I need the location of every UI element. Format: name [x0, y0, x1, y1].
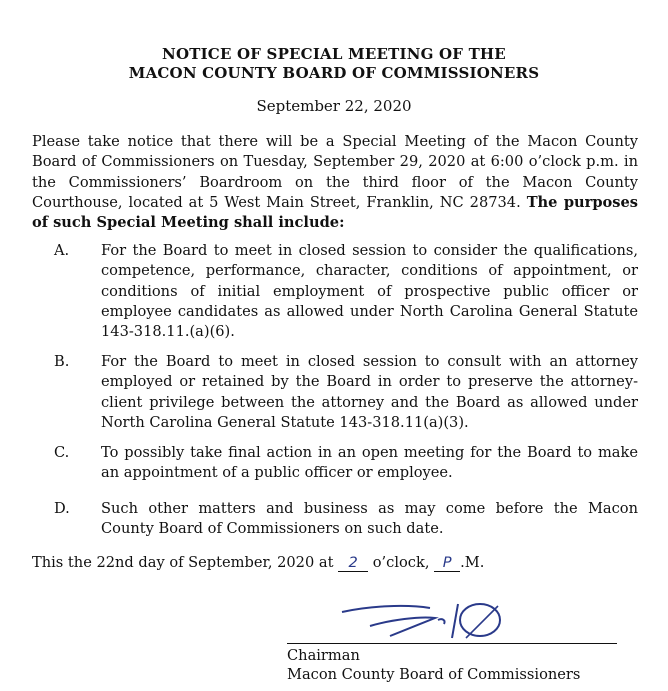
item-letter: A. [54, 242, 70, 259]
item-letter: D. [54, 500, 70, 517]
signing-middle: o’clock, [372, 554, 430, 571]
signing-suffix: .M. [460, 554, 485, 571]
intro-purposes-heading: The purposes of such Special Meeting shall include: [32, 193, 639, 232]
item-letter: C. [54, 444, 70, 461]
signature-title: Chairman [287, 647, 360, 664]
notice-date: September 22, 2020 [256, 97, 412, 115]
intro-text: Please take notice that there will be a Special Meeting of the Macon County Board of Commissioners on Tuesday, September 29, 2020 at 6:00 o’clock p.m. in the Commissioners’ Boardroom on the third floor of the Macon County Courthouse, located at 5 West Main Street, Franklin, NC 28734. [32, 133, 638, 211]
item-text: For the Board to meet in closed session to consider the qualifications, competence, performance, character, conditions of appointment, or conditions of initial employment of prospective public officer or employee candidates as allowed under North Carolina General Statute 143-318.11.(a)(6). [101, 242, 638, 341]
item-letter: B. [54, 353, 70, 370]
handwritten-hour: 2 [338, 554, 368, 572]
signing-prefix: This the 22nd day of September, 2020 at [32, 554, 334, 571]
item-text: To possibly take final action in an open meeting for the Board to make an appointment of a public officer or employee. [101, 444, 638, 482]
signature-line [287, 643, 617, 644]
notice-title-line-2: MACON COUNTY BOARD OF COMMISSIONERS [128, 64, 540, 82]
handwritten-meridiem: P [434, 554, 460, 572]
chairman-signature [330, 598, 520, 646]
intro-paragraph [32, 132, 638, 233]
notice-title-line-1: NOTICE OF SPECIAL MEETING OF THE [162, 45, 506, 63]
item-text: For the Board to meet in closed session to consult with an attorney employed or retained by the Board in order to preserve the attorney-client privilege between the attorney and the Board as allowed under North Carolina General Statute 143-318.11(a)(3). [101, 353, 638, 431]
signing-statement [32, 554, 484, 572]
item-text: Such other matters and business as may come before the Macon County Board of Commissioners on such date. [101, 500, 638, 538]
signature-organization: Macon County Board of Commissioners [287, 666, 581, 683]
